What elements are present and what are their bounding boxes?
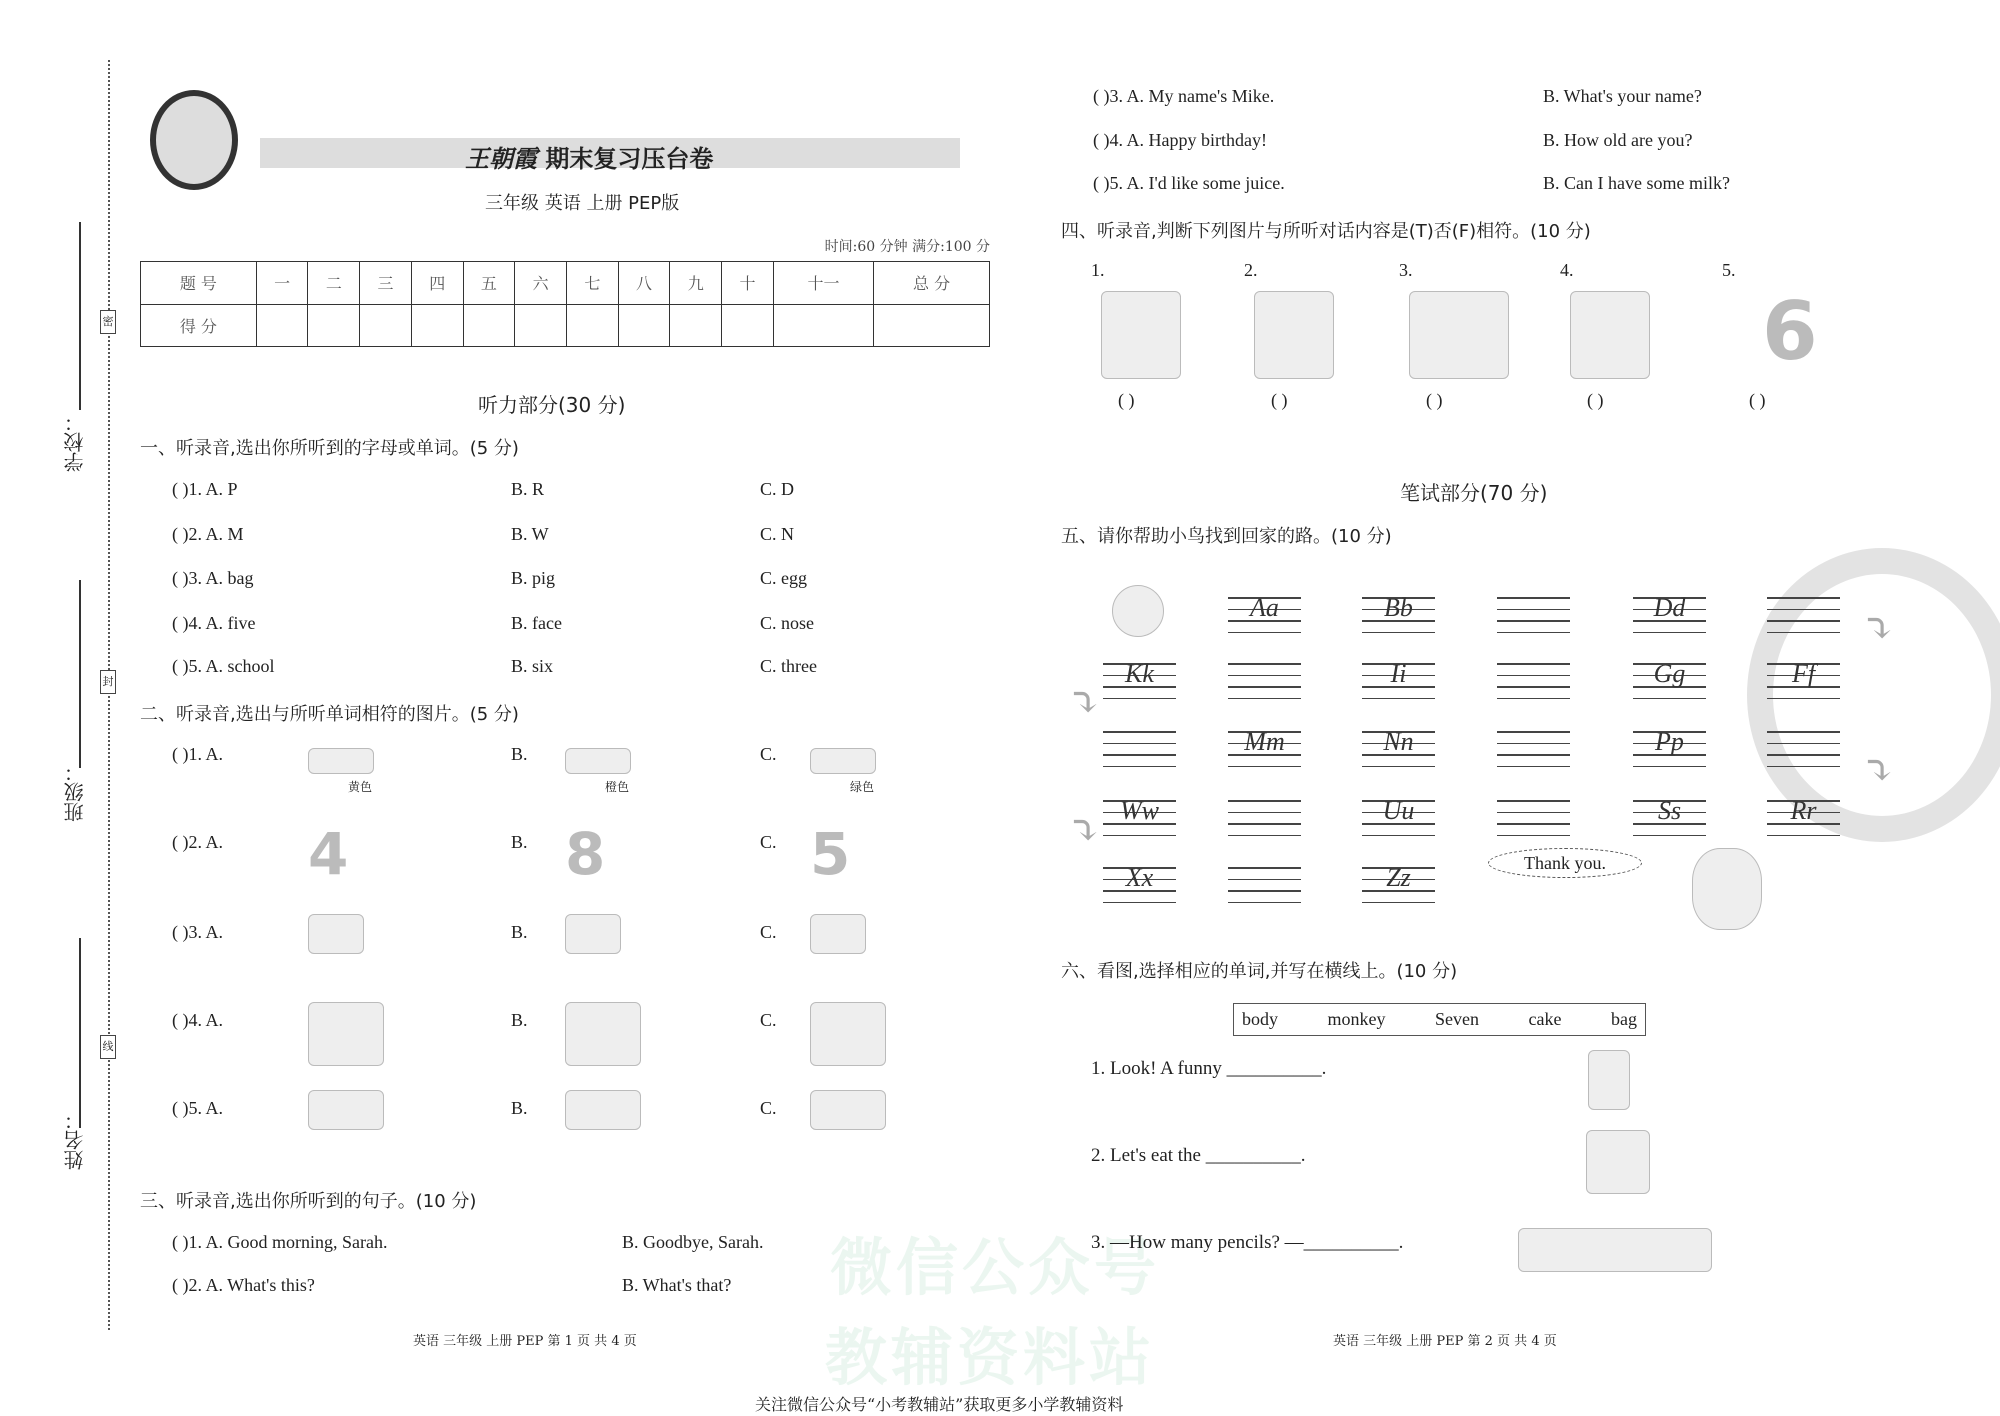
question-stem: ( )3. A. bag [172,568,254,588]
answer-paren[interactable]: ( ) [1271,390,1288,410]
guide-line [1497,800,1570,802]
score-input-cell[interactable] [515,304,567,347]
guide-line [1497,835,1570,837]
time-info: 时间:60 分钟 满分:100 分 [824,239,990,255]
option-c: C. D [760,479,795,499]
guide-line [1767,620,1840,622]
class-label: 班级： [63,762,87,822]
handwriting-line-box[interactable] [1103,863,1176,913]
guide-line [1767,597,1840,599]
guide-line [1103,835,1176,837]
watermark-text-2: 教辅资料站 [825,1321,1156,1394]
listening-title: 听力部分(30 分) [478,393,626,417]
number-image: 8 [565,820,606,888]
guide-line [1497,823,1570,825]
handwriting-line-box[interactable] [1767,796,1840,846]
score-input-cell[interactable] [360,304,412,347]
score-input-cell[interactable] [463,304,515,347]
picture-option [810,1090,886,1130]
guide-line [1767,743,1840,745]
name-line [79,938,81,1128]
school-line [79,222,81,410]
dialogue-picture [1409,291,1509,379]
picture-number: 1. [1091,260,1105,280]
guide-line [1228,663,1301,665]
option-b: B. W [511,524,549,544]
score-header-cell: 四 [411,262,463,305]
section6-heading: 六、看图,选择相应的单词,并写在横线上。(10 分) [1061,961,1458,982]
guide-line [1633,632,1706,634]
question-stem: ( )4. A. five [172,613,256,633]
seven-pencils-image [1518,1228,1712,1272]
guide-line [1497,698,1570,700]
option-b: B. pig [511,568,556,588]
score-header-cell: 十一 [773,262,873,305]
number-image: 5 [810,820,851,888]
dialogue-picture [1254,291,1334,379]
cake-image [1586,1130,1650,1194]
brand-name: 王朝霞 [465,144,537,173]
handwriting-line-box[interactable] [1497,663,1570,709]
guide-line [1362,766,1435,768]
score-header-cell: 三 [360,262,412,305]
binding-line [108,60,110,1330]
picture-number: 3. [1399,260,1413,280]
option-c-label: C. [760,744,777,764]
brand-logo [150,90,238,190]
letter-pair: Nn [1383,727,1414,756]
option-b-label: B. [511,832,528,852]
score-header-cell: 八 [618,262,670,305]
picture-option [810,1002,886,1066]
guide-line [1228,835,1301,837]
path-arrow-icon: ⤵ [1068,808,1102,854]
option-b-label: B. [511,922,528,942]
letter-pair: Pp [1655,727,1684,756]
answer-paren[interactable]: ( ) [1118,390,1135,410]
question-stem: ( )2. A. [172,832,223,852]
sentence-option-b: B. What's your name? [1543,86,1702,106]
guide-line [1228,686,1301,688]
guide-line [1767,698,1840,700]
handwriting-line-box[interactable] [1362,593,1435,643]
word-bank-item: cake [1528,1009,1562,1029]
paint-tube-image [308,748,374,774]
letter-pair: Mm [1244,727,1285,756]
guide-line [1497,609,1570,611]
score-header-cell: 七 [566,262,618,305]
section2-heading: 二、听录音,选出与所听单词相符的图片。(5 分) [140,704,519,725]
guide-line [1497,812,1570,814]
guide-line [1228,890,1301,892]
letter-pair: Ss [1657,796,1682,825]
path-arrow-icon: ⤵ [1862,748,1896,794]
option-c: C. egg [760,568,807,588]
letter-pair: Ff [1791,659,1816,688]
guide-line [1362,698,1435,700]
score-header-cell: 题 号 [141,262,257,305]
footer-left: 英语 三年级 上册 PEP 第 1 页 共 4 页 [413,1334,637,1349]
handwriting-line-box[interactable] [1362,796,1435,846]
score-row-label: 得 分 [141,304,257,347]
picture-option [308,1002,384,1066]
picture-option [565,1002,641,1066]
handwriting-line-box[interactable] [1103,731,1176,777]
guide-line [1103,766,1176,768]
picture-number: 5. [1722,260,1736,280]
handwriting-line-box[interactable] [1497,800,1570,846]
handwriting-line-box[interactable] [1497,597,1570,643]
name-label: 姓名： [63,1110,87,1170]
color-label: 绿色 [850,780,875,794]
handwriting-line-box[interactable] [1633,796,1706,846]
score-header-cell: 二 [308,262,360,305]
score-header-cell: 总 分 [874,262,990,305]
guide-line [1497,675,1570,677]
score-input-cell[interactable] [670,304,722,347]
guide-line [1497,731,1570,733]
section1-heading: 一、听录音,选出你所听到的字母或单词。(5 分) [140,438,519,459]
guide-line [1228,879,1301,881]
sentence-option-a: ( )1. A. Good morning, Sarah. [172,1232,388,1252]
tree-home-image [1692,848,1762,930]
guide-line [1103,743,1176,745]
number-image: 4 [308,820,349,888]
guide-line [1228,766,1301,768]
option-b: B. face [511,613,562,633]
word-bank-item: Seven [1435,1009,1479,1029]
answer-paren[interactable]: ( ) [1426,390,1443,410]
question-stem: ( )5. A. [172,1098,223,1118]
guide-line [1497,632,1570,634]
handwriting-line-box[interactable] [1228,663,1301,709]
question-stem: ( )5. A. school [172,656,275,676]
score-input-cell[interactable] [618,304,670,347]
guide-line [1228,823,1301,825]
option-b-label: B. [511,1010,528,1030]
monkey-image [1588,1050,1630,1110]
picture-option [810,914,866,954]
guide-line [1497,743,1570,745]
handwriting-line-box[interactable] [1362,727,1435,777]
guide-line [1228,812,1301,814]
watermark-text-1: 微信公众号 [830,1231,1161,1304]
seal-mark: 线 [100,1035,116,1059]
score-input-cell[interactable] [411,304,463,347]
score-header-cell: 九 [670,262,722,305]
thank-you-bubble: Thank you. [1488,848,1642,878]
handwriting-line-box[interactable] [1767,597,1840,643]
guide-line [1767,731,1840,733]
letter-pair: Gg [1653,659,1686,688]
exam-title [465,139,713,174]
guide-line [1633,766,1706,768]
handwriting-line-box[interactable] [1228,727,1301,777]
word-bank-item: bag [1610,1009,1637,1029]
guide-line [1767,632,1840,634]
word-bank-item: body [1242,1009,1278,1029]
letter-pair: Uu [1382,796,1415,825]
guide-line [1497,620,1570,622]
letter-pair: Dd [1653,593,1686,622]
letter-pair: Zz [1386,863,1411,892]
picture-number: 4. [1560,260,1574,280]
letter-pair: Aa [1250,593,1279,622]
option-c-label: C. [760,832,777,852]
school-label: 学校： [63,412,87,472]
dialogue-picture [1570,291,1650,379]
option-c-label: C. [760,1098,777,1118]
seal-mark: 密 [100,310,116,334]
seal-mark: 封 [100,670,116,694]
guide-line [1362,835,1435,837]
sentence-option-b: B. Can I have some milk? [1543,173,1730,193]
option-b-label: B. [511,744,528,764]
letter-pair: Bb [1384,593,1413,622]
guide-line [1228,902,1301,904]
option-c: C. nose [760,613,814,633]
score-input-cell[interactable] [308,304,360,347]
guide-line [1228,698,1301,700]
score-input-cell[interactable] [874,304,990,347]
color-label: 橙色 [605,780,630,794]
guide-line [1497,766,1570,768]
picture-option [565,914,621,954]
guide-line [1767,609,1840,611]
handwriting-line-box[interactable] [1103,659,1176,709]
handwriting-line-box[interactable] [1228,593,1301,643]
guide-line [1497,754,1570,756]
letter-pair: Ii [1390,659,1407,688]
word-bank [1233,1003,1646,1036]
sentence-option-b: B. Goodbye, Sarah. [622,1232,764,1252]
handwriting-line-box[interactable] [1633,727,1706,777]
score-input-cell[interactable] [722,304,774,347]
picture-number: 2. [1244,260,1258,280]
letter-pair: Kk [1125,659,1154,688]
guide-line [1103,754,1176,756]
guide-line [1497,663,1570,665]
option-b: B. six [511,656,554,676]
guide-line [1767,766,1840,768]
picture-option [308,1090,384,1130]
sentence-option-a: ( )4. A. Happy birthday! [1093,130,1267,150]
path-arrow-icon: ⤵ [1068,680,1102,726]
option-c: C. three [760,656,817,676]
handwriting-line-box[interactable] [1767,659,1840,709]
guide-line [1497,686,1570,688]
letter-pair: Xx [1125,863,1154,892]
guide-line [1362,902,1435,904]
picture-option [565,1090,641,1130]
sentence-option-a: ( )5. A. I'd like some juice. [1093,173,1285,193]
guide-line [1633,698,1706,700]
handwriting-line-box[interactable] [1228,867,1301,913]
score-input-cell[interactable] [773,304,873,347]
handwriting-line-box[interactable] [1228,800,1301,846]
guide-line [1767,754,1840,756]
score-input-cell[interactable] [256,304,308,347]
score-table [140,261,990,347]
answer-paren[interactable]: ( ) [1587,390,1604,410]
paint-tube-image [810,748,876,774]
sentence-option-b: B. What's that? [622,1275,732,1295]
handwriting-line-box[interactable] [1103,796,1176,846]
option-b: B. R [511,479,545,499]
word-bank-item: monkey [1327,1009,1386,1029]
guide-line [1633,835,1706,837]
subtitle: 三年级 英语 上册 PEP版 [485,193,680,214]
score-header-cell: 一 [256,262,308,305]
writing-title: 笔试部分(70 分) [1400,481,1548,505]
section5-heading: 五、请你帮助小鸟找到回家的路。(10 分) [1061,526,1392,547]
color-label: 黄色 [348,780,373,794]
question-stem: ( )4. A. [172,1010,223,1030]
guide-line [1228,867,1301,869]
guide-line [1362,632,1435,634]
question-stem: ( )2. A. M [172,524,244,544]
bottom-note: 关注微信公众号“小考教辅站”获取更多小学教辅资料 [755,1395,1124,1414]
handwriting-line-box[interactable] [1362,659,1435,709]
footer-right: 英语 三年级 上册 PEP 第 2 页 共 4 页 [1333,1334,1557,1349]
number-six-image: 6 [1762,285,1818,378]
picture-option [308,914,364,954]
paint-tube-image [565,748,631,774]
guide-line [1103,902,1176,904]
handwriting-line-box[interactable] [1633,659,1706,709]
handwriting-line-box[interactable] [1767,731,1840,777]
class-line [79,580,81,768]
sentence-option-a: ( )3. A. My name's Mike. [1093,86,1275,106]
section3-heading: 三、听录音,选出你所听到的句子。(10 分) [140,1191,477,1212]
sentence-option-a: ( )2. A. What's this? [172,1275,315,1295]
score-header-cell: 五 [463,262,515,305]
guide-line [1103,731,1176,733]
guide-line [1103,698,1176,700]
guide-line [1228,675,1301,677]
bird-image [1112,585,1164,637]
fill-in-sentence: 2. Let's eat the __________. [1091,1145,1306,1166]
fill-in-sentence: 3. —How many pencils? —__________. [1091,1232,1404,1253]
letter-pair: Ww [1120,796,1159,825]
option-b-label: B. [511,1098,528,1118]
question-stem: ( )3. A. [172,922,223,942]
handwriting-line-box[interactable] [1633,593,1706,643]
guide-line [1497,597,1570,599]
question-stem: ( )1. A. [172,744,223,764]
option-c-label: C. [760,1010,777,1030]
answer-paren[interactable]: ( ) [1749,390,1766,410]
handwriting-line-box[interactable] [1497,731,1570,777]
score-header-cell: 六 [515,262,567,305]
dialogue-picture [1101,291,1181,379]
question-stem: ( )1. A. P [172,479,238,499]
guide-line [1228,800,1301,802]
option-c: C. N [760,524,795,544]
option-c-label: C. [760,922,777,942]
score-header-cell: 十 [722,262,774,305]
guide-line [1767,835,1840,837]
handwriting-line-box[interactable] [1362,863,1435,913]
letter-pair: Rr [1790,796,1817,825]
sentence-option-b: B. How old are you? [1543,130,1693,150]
section4-heading: 四、听录音,判断下列图片与所听对话内容是(T)否(F)相符。(10 分) [1061,221,1591,242]
guide-line [1228,632,1301,634]
title-text: 期末复习压台卷 [545,145,714,173]
fill-in-sentence: 1. Look! A funny __________. [1091,1058,1327,1079]
path-arrow-icon: ⤵ [1862,606,1896,652]
score-input-cell[interactable] [566,304,618,347]
